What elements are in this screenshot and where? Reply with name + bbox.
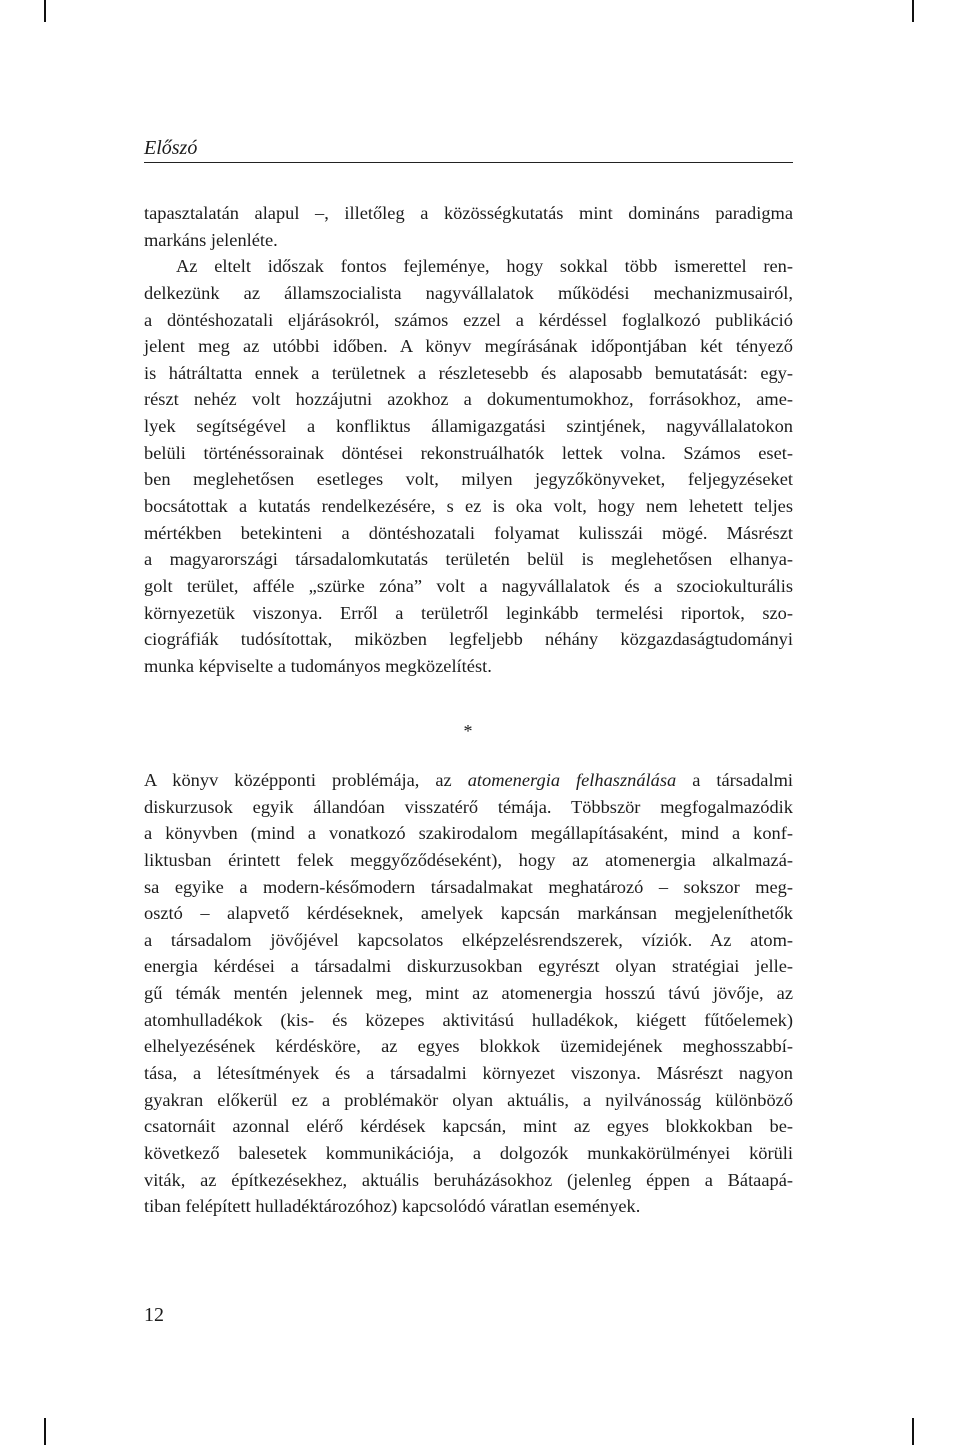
text-line: atomhulladékok (kis- és közepes aktivitású hulladékok, kiégett fűtőelemek) [144, 1009, 793, 1030]
text-line: belüli történéssorainak döntései rekonstruálhatók lettek volna. Számos eset- [144, 442, 793, 463]
text-span: A könyv középponti problémája, az [144, 770, 468, 790]
emphasized-term: atomenergia felhasználása [467, 770, 677, 790]
text-line: ciográfiák tudósítottak, miközben legfeljebb néhány közgazdaságtudományi [144, 629, 793, 650]
text-line: lyek segítségével a konfliktus államigazgatási szintjének, nagyvállalatokon [144, 416, 793, 437]
section-separator: * [463, 721, 473, 741]
text-line: viták, az építkezésekhez, aktuális beruházásokhoz (jelenleg éppen a Bátaapá- [144, 1169, 793, 1190]
text-line: Az eltelt időszak fontos fejleménye, hogy sokkal több ismerettel ren- [176, 256, 793, 277]
text-line: golt terület, afféle „szürke zóna” volt a nagyvállalatok és a szociokulturális [144, 575, 793, 596]
text-line: is hátráltatta ennek a területnek a részletesebb és alaposabb bemutatását: egy- [144, 362, 793, 383]
text-line: tapasztalatán alapul –, illetőleg a közösségkutatás mint domináns paradigma [144, 203, 793, 223]
text-line: a döntéshozatali eljárásokról, számos ezzel a kérdéssel foglalkozó publikáció [144, 309, 793, 330]
crop-mark-top-left [44, 0, 46, 22]
text-line: osztó – alapvető kérdéseknek, amelyek kapcsán markánsan megjeleníthetők [144, 903, 793, 924]
text-line: mértékben betekinteni a döntéshozatali folyamat kulisszái mögé. Másrészt [144, 522, 793, 543]
text-line: gű témák mentén jelennek meg, mint az atomenergia hosszú távú jövője, az [144, 983, 793, 1004]
crop-mark-bottom-right [912, 1418, 914, 1445]
text-line: diskurzusok egyik állandóan visszatérő témája. Többször megfogalmazódik [144, 796, 793, 817]
text-line: tiban felépített hulladéktározóhoz) kapcsolódó váratlan események. [144, 1196, 641, 1217]
paragraph-block-1 [144, 200, 793, 680]
text-line: a könyvben (mind a vonatkozó szakirodalom megállapításaként, mind a konf- [144, 823, 793, 844]
text-line: markáns jelenléte. [144, 229, 278, 250]
text-span: a társadalmi [676, 770, 793, 790]
running-head: Előszó [144, 137, 198, 159]
text-line: jelent meg az utóbbi időben. A könyv megírásának időpontjában két tényező [144, 336, 793, 357]
text-line: környezetük viszonya. Erről a területről leginkább termelési riportok, szo- [144, 602, 793, 623]
text-line: delkezünk az államszocialista nagyvállalatok működési mechanizmusairól, [144, 282, 793, 303]
crop-mark-top-right [912, 0, 914, 22]
text-line: következő balesetek kommunikációja, a dolgozók munkakörülményei körüli [144, 1142, 793, 1163]
text-line: ben meglehetősen esetleges volt, milyen jegyzőkönyveket, feljegyzéseket [144, 469, 793, 490]
crop-mark-bottom-left [44, 1418, 46, 1445]
text-line: bocsátottak a kutatás rendelkezésére, s ez is oka volt, hogy nem lehetett teljes [144, 496, 793, 517]
text-line: csatornáit azonnal elérő kérdések kapcsán, mint az egyes blokkokban be- [144, 1116, 793, 1137]
header-rule [144, 162, 793, 163]
text-line: munka képviselte a tudományos megközelítést. [144, 655, 492, 676]
text-line: részt nehéz volt hozzájutni azokhoz a dokumentumokhoz, forrásokhoz, ame- [144, 389, 793, 410]
page-number: 12 [144, 1304, 164, 1326]
paragraph-block-2 [144, 767, 793, 1220]
text-line: energia kérdései a társadalmi diskurzusokban egyrészt olyan stratégiai jelle- [144, 956, 793, 977]
text-line: a társadalom jövőjével kapcsolatos elképzelésrendszerek, víziók. Az atom- [144, 929, 793, 950]
text-line: a magyarországi társadalomkutatás területén belül is meglehetősen elhanya- [144, 549, 793, 570]
text-line: gyakran előkerül ez a problémakör olyan aktuális, a nyilvánosság különböző [144, 1089, 793, 1110]
text-line [144, 767, 793, 794]
text-line: liktusban érintett felek meggyőződéseként), hogy az atomenergia alkalmazá- [144, 849, 793, 870]
text-line: tása, a létesítmények és a társadalmi környezet viszonya. Másrészt nagyon [144, 1063, 793, 1084]
text-line: sa egyike a modern-későmodern társadalmakat meghatározó – sokszor meg- [144, 876, 793, 897]
text-line: elhelyezésének kérdésköre, az egyes blokkok üzemidejének meghosszabbí- [144, 1036, 793, 1057]
